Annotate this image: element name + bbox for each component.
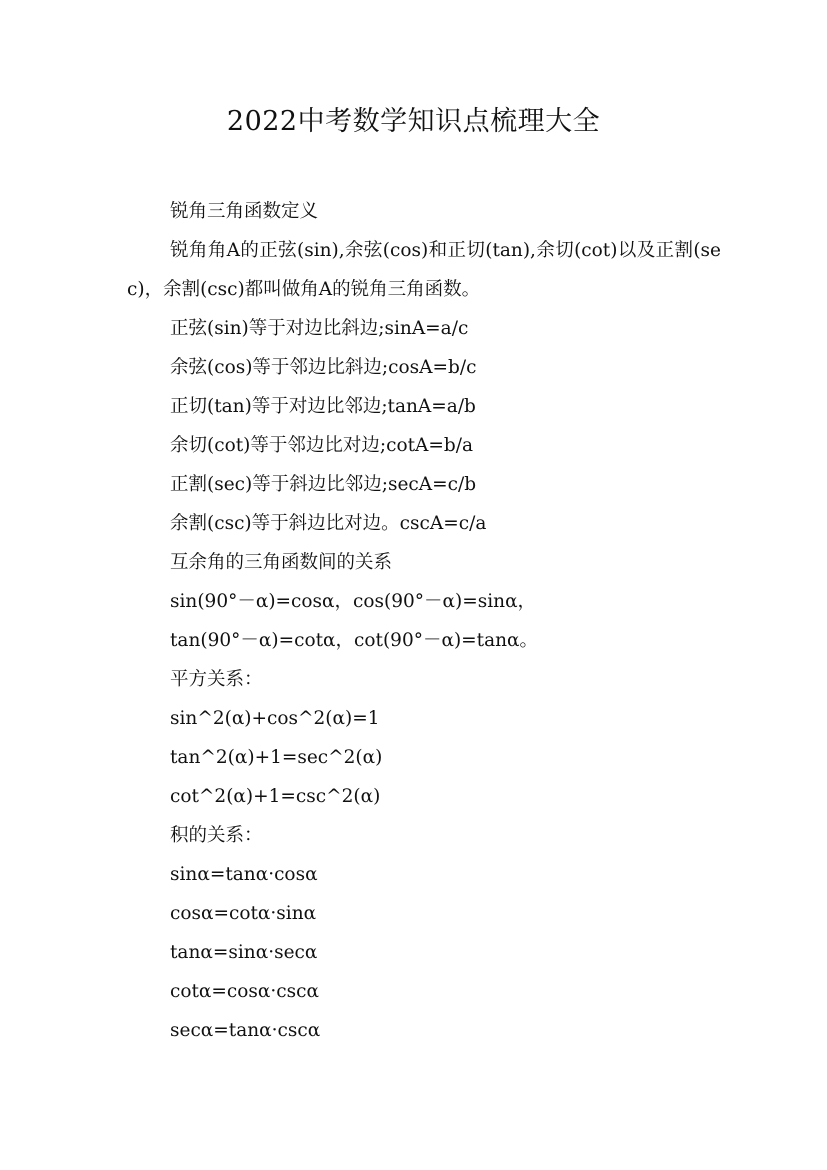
product-relation-line: tanα=sinα·secα: [170, 942, 318, 963]
document-title: 2022中考数学知识点梳理大全: [226, 106, 601, 137]
square-relation-line: cot^2(α)+1=csc^2(α): [170, 786, 381, 807]
square-relation-line: tan^2(α)+1=sec^2(α): [170, 747, 383, 768]
document-body: [127, 192, 721, 1050]
square-relation-heading: 平方关系：: [170, 669, 263, 690]
square-relation-line: sin^2(α)+cos^2(α)=1: [170, 708, 380, 729]
complementary-line: sin(90°－α)=cosα，cos(90°－α)=sinα，: [170, 591, 537, 612]
definition-paragraph: 锐角角A的正弦(sin),余弦(cos)和正切(tan),余切(cot)以及正割(sec)，余割(csc)都叫做角A的锐角三角函数。: [127, 240, 721, 300]
complementary-heading: 互余角的三角函数间的关系: [170, 552, 393, 573]
complementary-line: tan(90°－α)=cotα，cot(90°－α)=tanα。: [170, 630, 539, 651]
definition-line-sec: 正割(sec)等于斜边比邻边;secA=c/b: [170, 474, 477, 495]
definition-line-cot: 余切(cot)等于邻边比对边;cotA=b/a: [170, 435, 474, 456]
product-relation-line: cosα=cotα·sinα: [170, 903, 317, 924]
definition-line-tan: 正切(tan)等于对边比邻边;tanA=a/b: [170, 396, 476, 417]
product-relation-line: secα=tanα·cscα: [170, 1020, 321, 1041]
product-relation-line: sinα=tanα·cosα: [170, 864, 318, 885]
section-heading: 锐角三角函数定义: [170, 201, 319, 222]
product-relation-heading: 积的关系：: [170, 825, 263, 846]
definition-line-sin: 正弦(sin)等于对边比斜边;sinA=a/c: [170, 318, 469, 339]
product-relation-line: cotα=cosα·cscα: [170, 981, 320, 1002]
definition-line-csc: 余割(csc)等于斜边比对边。cscA=c/a: [170, 513, 487, 534]
definition-line-cos: 余弦(cos)等于邻边比斜边;cosA=b/c: [170, 357, 477, 378]
